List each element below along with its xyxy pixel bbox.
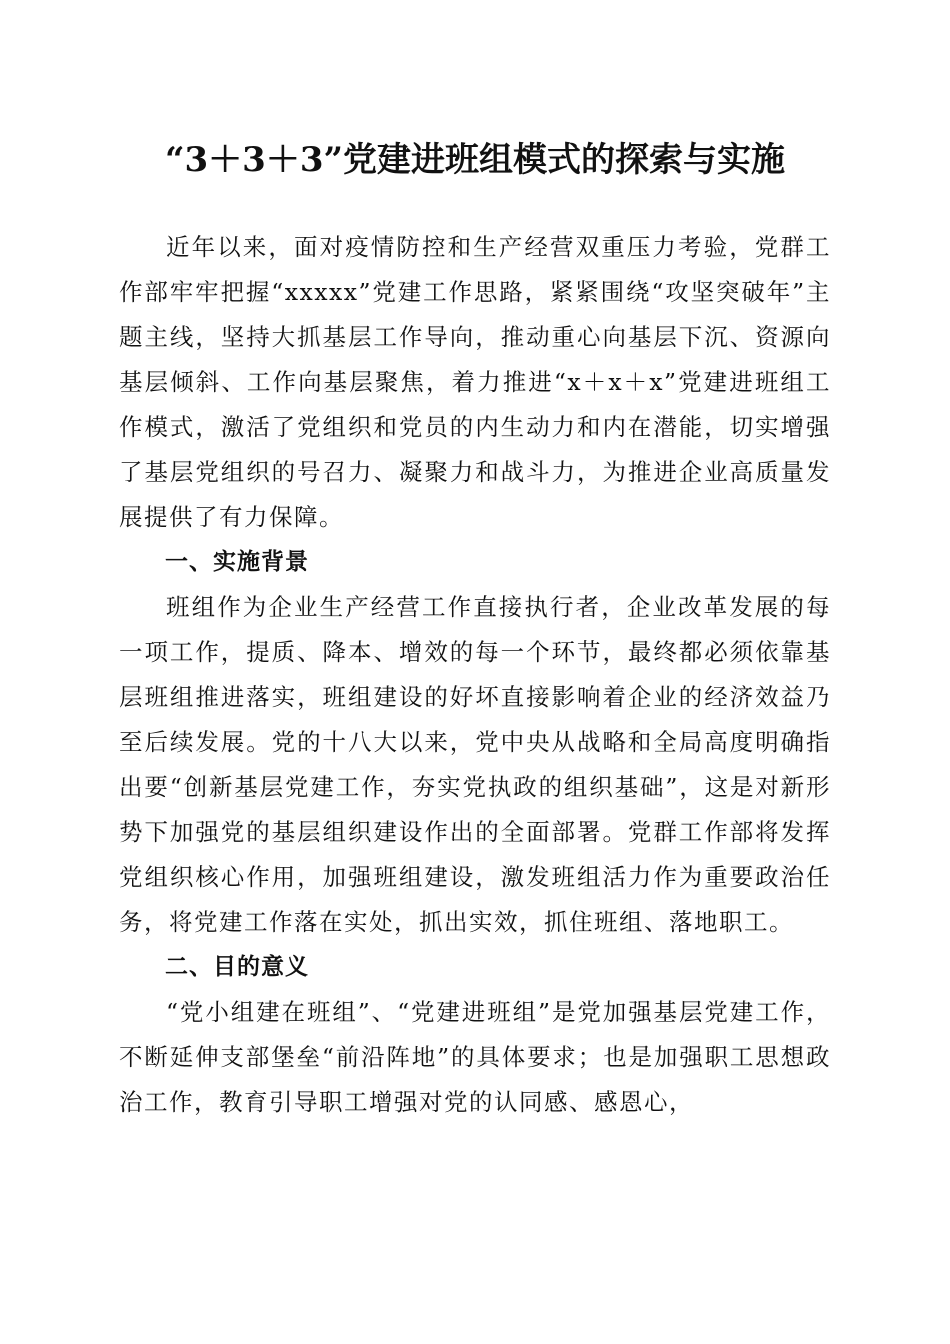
intro-paragraph: 近年以来，面对疫情防控和生产经营双重压力考验，党群工作部牢牢把握“xxxxx”党建工作思路，紧紧围绕“攻坚突破年”主题主线，坚持大抓基层工作导向，推动重心向基层下沉、资源向基层倾斜、工作向基层聚焦，着力推进“x＋x＋x”党建进班组工作模式，激活了党组织和党员的内生动力和内在潜能，切实增强了基层党组织的号召力、凝聚力和战斗力，为推进企业高质量发展提供了有力保障。 (119, 233, 831, 531)
document-title: “3＋3＋3”党建进班组模式的探索与实施 (164, 140, 786, 180)
purpose-paragraph: “党小组建在班组”、“党建进班组”是党加强基层党建工作，不断延伸支部堡垒“前沿阵地”的具体要求；也是加强职工思想政治工作，教育引导职工增强对党的认同感、感恩心， (119, 998, 831, 1116)
background-paragraph: 班组作为企业生产经营工作直接执行者，企业改革发展的每一项工作，提质、降本、增效的每一个环节，最终都必须依靠基层班组推进落实，班组建设的好坏直接影响着企业的经济效益乃至后续发展。党的十八大以来，党中央从战略和全局高度明确指出要“创新基层党建工作，夯实党执政的组织基础”，这是对新形势下加强党的基层组织建设作出的全面部署。党群工作部将发挥党组织核心作用，加强班组建设，激发班组活力作为重要政治任务，将党建工作落在实处，抓出实效，抓住班组、落地职工。 (119, 593, 831, 936)
document-body (119, 225, 831, 1125)
section-heading-background: 一、实施背景 (165, 549, 309, 575)
section-heading-purpose: 二、目的意义 (165, 954, 309, 980)
